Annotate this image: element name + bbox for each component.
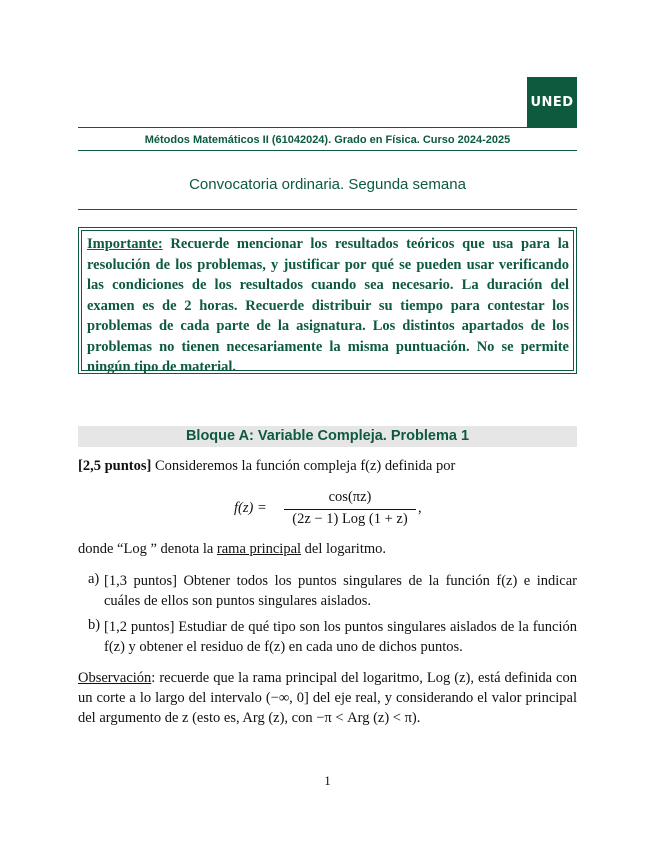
item-a-text: [1,3 puntos] Obtener todos los puntos singulares de la función f(z) e indicar cuáles de ellos son puntos singulares aislados. [104, 573, 577, 609]
page-number: 1 [324, 773, 331, 788]
problem-points: [2,5 puntos] [78, 458, 152, 474]
observation [78, 668, 577, 728]
block-title: Bloque A: Variable Compleja. Problema 1 [78, 426, 577, 447]
function-formula [228, 488, 448, 532]
uned-logo [527, 77, 577, 127]
important-notice-text [81, 230, 574, 375]
exam-subtitle: Convocatoria ordinaria. Segunda semana [189, 176, 466, 193]
problem-intro [78, 456, 577, 476]
observation-text: : recuerde que la rama principal del logaritmo, Log (z), está definida con un corte a lo largo del intervalo (−∞, 0] del eje real, y considerando el valor principal del argumento de z (esto es, Arg (z), con −π < Arg (z) < π). [78, 670, 577, 726]
item-a-letter: a) [88, 571, 100, 587]
item-b-text: [1,2 puntos] Estudiar de qué tipo son los puntos singulares aislados de la función f(z) y obtener el residuo de f(z) en cada uno de dichos puntos. [104, 619, 577, 655]
course-line: Métodos Matemáticos II (61042024). Grado en Física. Curso 2024-2025 [144, 134, 511, 146]
observation-label: Observación [78, 670, 152, 686]
formula-numerator: cos(πz) [328, 489, 372, 505]
problem-intro-text: Consideremos la función compleja f(z) definida por [151, 458, 456, 474]
header-rule-top [78, 127, 577, 128]
def-post: del logaritmo. [301, 541, 387, 557]
log-definition [78, 539, 577, 559]
item-b-letter: b) [88, 617, 101, 633]
important-label: Importante: [87, 236, 163, 252]
formula-denominator: (2z − 1) Log (1 + z) [292, 511, 408, 527]
principal-branch-term: rama principal [216, 541, 302, 557]
logo-text: UNED [530, 94, 574, 110]
def-pre: donde “Log ” denota la [78, 541, 217, 557]
header-rule-bottom [78, 150, 577, 151]
important-notice-box [78, 227, 577, 374]
formula-lhs: f(z) = [234, 500, 267, 516]
fraction-bar [284, 509, 416, 510]
subtitle-rule [78, 209, 577, 210]
formula-comma: , [418, 500, 422, 516]
important-body: Recuerde mencionar los resultados teóricos que usa para la resolución de los problemas, y justificar por qué se pueden usar verificando las condiciones de los resultados cuando sea necesario. La duración del examen es de 2 horas. Recuerde distribuir su tiempo para contestar los problemas de cada parte de la asignatura. Los distintos apartados de los problemas no tienen necesariamente la misma puntuación. No se permite ningún tipo de material. [87, 236, 569, 375]
